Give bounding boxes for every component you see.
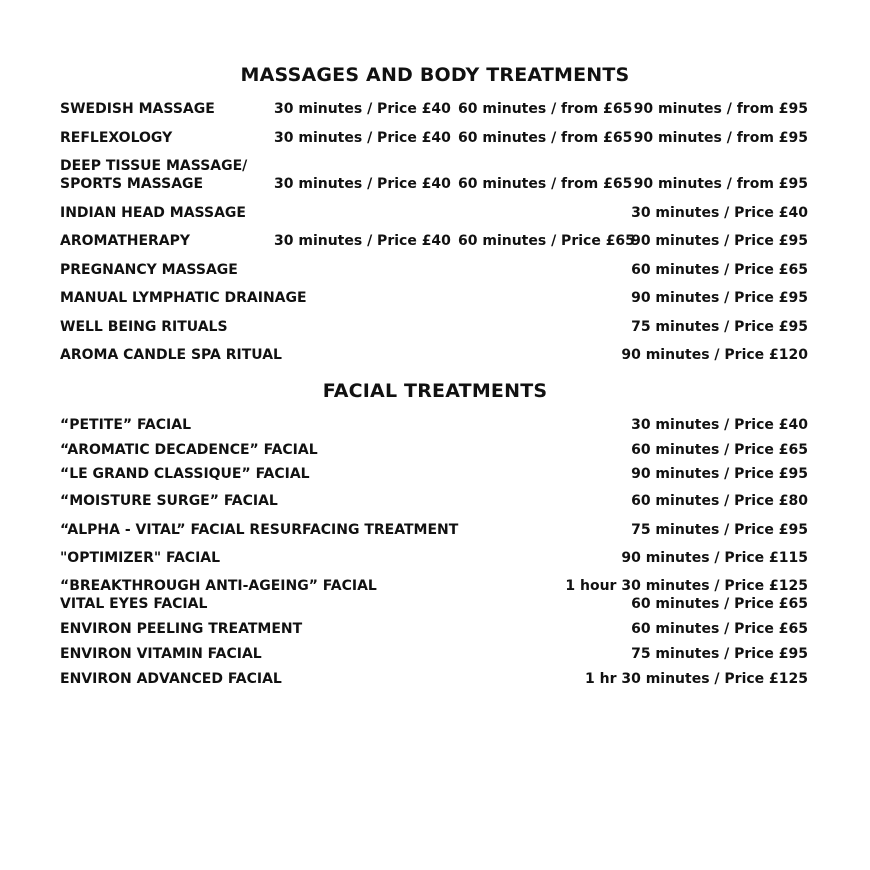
facial-price: 60 minutes / Price £65 [631, 442, 808, 458]
facial-price: 1 hour 30 minutes / Price £125 [565, 578, 808, 594]
facial-name: ENVIRON VITAMIN FACIAL [60, 646, 262, 662]
treatment-name: WELL BEING RITUALS [60, 319, 228, 335]
price-30: 30 minutes / Price £40 [274, 101, 451, 117]
facial-name: “ALPHA - VITAL” FACIAL RESURFACING TREATMENT [60, 522, 459, 538]
price-60: 60 minutes / from £65 [458, 130, 633, 146]
facial-price: 90 minutes / Price £95 [631, 466, 808, 482]
facial-price: 90 minutes / Price £115 [621, 550, 808, 566]
treatment-name: AROMA CANDLE SPA RITUAL [60, 347, 282, 363]
facial-name: “BREAKTHROUGH ANTI-AGEING” FACIAL [60, 578, 377, 594]
treatment-name: MANUAL LYMPHATIC DRAINAGE [60, 290, 307, 306]
facial-name: “AROMATIC DECADENCE” FACIAL [60, 442, 318, 458]
facial-price: 30 minutes / Price £40 [631, 417, 808, 433]
price: 60 minutes / Price £65 [631, 262, 808, 278]
price-60: 60 minutes / Price £65 [458, 233, 635, 249]
facial-name: "OPTIMIZER" FACIAL [60, 550, 221, 566]
treatment-name-line: SPORTS MASSAGE [60, 176, 204, 192]
price: 90 minutes / Price £120 [621, 347, 808, 363]
price-90: 90 minutes / Price £95 [631, 233, 808, 249]
treatment-name [60, 157, 247, 193]
facial-price: 60 minutes / Price £65 [631, 596, 808, 612]
facial-name: ENVIRON PEELING TREATMENT [60, 621, 303, 637]
price-90: 90 minutes / from £95 [633, 130, 808, 146]
treatment-name-line: DEEP TISSUE MASSAGE/ [60, 158, 248, 174]
price-90: 90 minutes / from £95 [633, 176, 808, 192]
price: 30 minutes / Price £40 [631, 205, 808, 221]
price-30: 30 minutes / Price £40 [274, 130, 451, 146]
price-30: 30 minutes / Price £40 [274, 233, 451, 249]
facial-name: “PETITE” FACIAL [60, 417, 192, 433]
treatment-name: PREGNANCY MASSAGE [60, 262, 238, 278]
massages-heading: MASSAGES AND BODY TREATMENTS [240, 64, 630, 86]
treatment-name: INDIAN HEAD MASSAGE [60, 205, 246, 221]
facial-price: 75 minutes / Price £95 [631, 522, 808, 538]
facial-price: 60 minutes / Price £80 [631, 493, 808, 509]
price-90: 90 minutes / from £95 [633, 101, 808, 117]
facial-name: VITAL EYES FACIAL [60, 596, 208, 612]
facial-name: “LE GRAND CLASSIQUE” FACIAL [60, 466, 310, 482]
facial-price: 75 minutes / Price £95 [631, 646, 808, 662]
facial-price: 60 minutes / Price £65 [631, 621, 808, 637]
price: 90 minutes / Price £95 [631, 290, 808, 306]
facial-name: ENVIRON ADVANCED FACIAL [60, 671, 282, 687]
facial-price: 1 hr 30 minutes / Price £125 [584, 671, 808, 687]
price: 75 minutes / Price £95 [631, 319, 808, 335]
price-60: 60 minutes / from £65 [458, 176, 633, 192]
price-30: 30 minutes / Price £40 [274, 176, 451, 192]
price-60: 60 minutes / from £65 [458, 101, 633, 117]
treatment-name: AROMATHERAPY [60, 233, 191, 249]
treatment-name: REFLEXOLOGY [60, 130, 173, 146]
facials-heading: FACIAL TREATMENTS [322, 380, 548, 402]
facial-name: “MOISTURE SURGE” FACIAL [60, 493, 278, 509]
treatment-name: SWEDISH MASSAGE [60, 101, 215, 117]
